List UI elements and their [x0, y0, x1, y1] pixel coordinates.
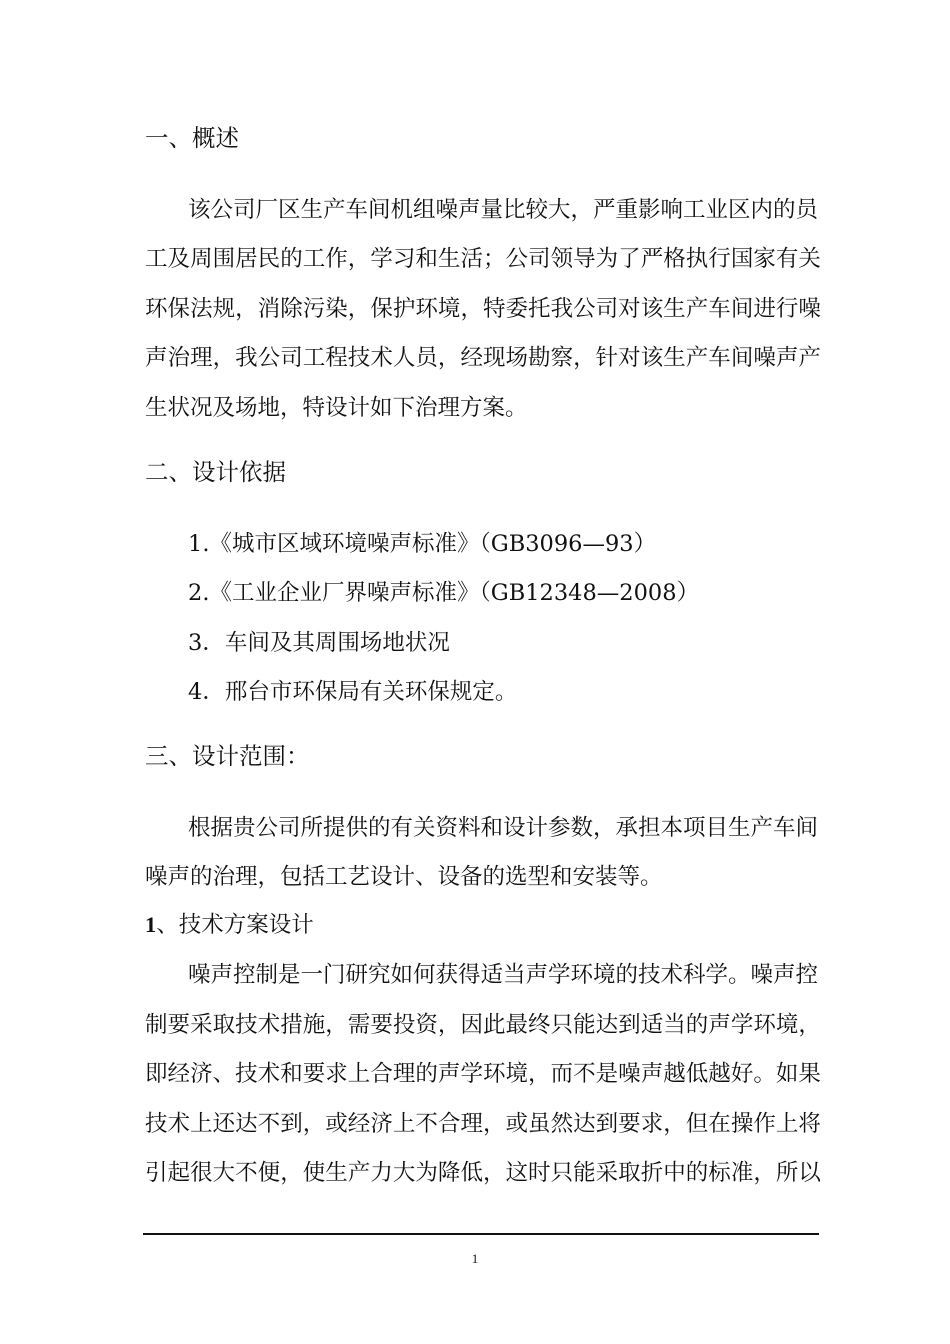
paragraph-line: 生状况及场地，特设计如下治理方案。: [145, 395, 528, 421]
paragraph-line: 环 保 法 规 ， 消 除 污 染 ， 保 护 环 境 ， 特 委 托 我 公 司 对 该 生 产 车 间 进 行 噪: [145, 296, 821, 322]
list-item: 3．车间及其周围场地状况: [188, 630, 450, 656]
section-heading-scope: 三、设计范围：: [145, 742, 310, 770]
list-item: 4．邢台市环保局有关环保规定。: [188, 679, 518, 705]
section-heading-basis: 二、设计依据: [145, 458, 286, 486]
list-item: 1.《城市区域环境噪声标准》（GB3096—93）: [188, 531, 657, 557]
paragraph-line: 噪声控制是一门研究如何获得适当声学环境的技术科学。噪声控: [188, 962, 819, 988]
paragraph-line: 噪声的治理，包括工艺设计、设备的选型和安装等。: [145, 864, 663, 890]
subsection-number: 1: [145, 912, 157, 937]
paragraph-line: 该公司厂区生产车间机组噪声量比较大，严重影响工业区内的员: [188, 197, 819, 223]
subsection-heading: [145, 914, 314, 937]
paragraph-line: 声 治 理 ， 我 公 司 工 程 技 术 人 员 ， 经 现 场 勘 察 ， 针 对 该 生 产 车 间 噪 声 产: [145, 345, 821, 371]
subsection-title: 、技术方案设计: [156, 912, 314, 938]
paragraph-line: 制 要 采 取 技 术 措 施 ， 需 要 投 资 ， 因 此 最 终 只 能 达 到 适 当 的 声 学 环 境 ，: [145, 1012, 821, 1038]
paragraph-line: 技 术 上 还 达 不 到 ， 或 经 济 上 不 合 理 ， 或 虽 然 达 到 要 求 ， 但 在 操 作 上 将: [145, 1111, 821, 1137]
paragraph-line: 即 经 济 、 技 术 和 要 求 上 合 理 的 声 学 环 境 ， 而 不 是 噪 声 越 低 越 好 。 如 果: [145, 1061, 821, 1087]
list-item: 2.《工业企业厂界噪声标准》（GB12348—2008）: [188, 580, 700, 606]
paragraph-line: 根据贵公司所提供的有关资料和设计参数，承担本项目生产车间: [188, 815, 819, 841]
section-heading-overview: 一、概述: [145, 124, 239, 152]
paragraph-line: 引 起 很 大 不 便 ， 使 生 产 力 大 为 降 低 ， 这 时 只 能 采 取 折 中 的 标 准 ， 所 以: [145, 1160, 821, 1186]
paragraph-line: 工 及 周 围 居 民 的 工 作 ， 学 习 和 生 活 ； 公 司 领 导 为 了 严 格 执 行 国 家 有 关: [145, 246, 821, 272]
footer-rule: [143, 1233, 819, 1235]
page-number: 1: [471, 1251, 479, 1266]
